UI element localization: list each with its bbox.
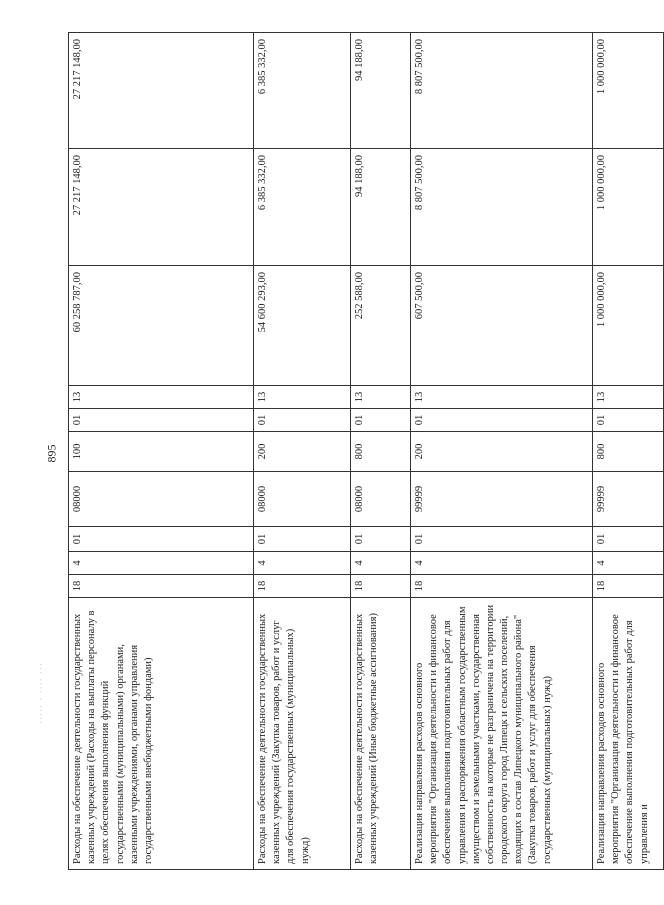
code-subprogram: 01 — [254, 527, 351, 552]
amount-cell: 1 000 000,00 — [593, 33, 664, 149]
code-program: 4 — [351, 552, 411, 575]
expense-description: Расходы на обеспечение деятельности государственных казенных учреждений (Иные бюджетные ассигнования) — [351, 598, 411, 870]
table-holder — [68, 33, 650, 870]
scan-artifact: ····· · ···· ··· — [35, 662, 46, 724]
code-expense-type: 200 — [254, 432, 351, 472]
code-program: 4 — [411, 552, 593, 575]
code-subprogram: 01 — [411, 527, 593, 552]
expense-description: Реализация направления расходов основного мероприятия "Организация деятельности и финансовое обеспечение выполнения подготовительных работ для управления и распоряжения областным государственным имуществом и земельными участками, государственная собственность на которые не разграничена на территории городского округа город Липецк и сельских поселений, входящих в состав Липецкого муниципального района" (Закупка товаров, работ и услуг для обеспечения государственных (муниципальных) нужд) — [411, 598, 593, 870]
expense-description: Расходы на обеспечение деятельности государственных казенных учреждений (Расходы на выплаты персоналу в целях обеспечения выполнения функций государственными (муниципальными) органами, казенными учреждениями, органами управления государственными внебюджетными фондами) — [69, 598, 254, 870]
table-row — [411, 33, 593, 870]
code-expense-type: 800 — [351, 432, 411, 472]
code-section: 01 — [69, 409, 254, 432]
code-direction: 08000 — [351, 472, 411, 527]
amount-cell: 54 600 293,00 — [254, 266, 351, 386]
code-ministry: 18 — [254, 575, 351, 598]
page-number: 895 — [44, 444, 59, 463]
amount-cell: 94 188,00 — [351, 149, 411, 266]
code-expense-type: 800 — [593, 432, 664, 472]
code-ministry: 18 — [411, 575, 593, 598]
amount-cell: 60 258 787,00 — [69, 266, 254, 386]
amount-cell: 6 385 332,00 — [254, 149, 351, 266]
table-body — [69, 33, 664, 870]
code-program: 4 — [593, 552, 664, 575]
amount-cell: 607 500,00 — [411, 266, 593, 386]
code-direction: 08000 — [254, 472, 351, 527]
code-section: 01 — [411, 409, 593, 432]
code-subprogram: 01 — [593, 527, 664, 552]
code-subprogram: 01 — [351, 527, 411, 552]
code-subsection: 13 — [593, 386, 664, 409]
budget-table — [68, 32, 664, 870]
table-row — [254, 33, 351, 870]
code-subsection: 13 — [411, 386, 593, 409]
amount-cell: 27 217 148,00 — [69, 33, 254, 149]
table-row — [593, 33, 664, 870]
code-expense-type: 100 — [69, 432, 254, 472]
code-program: 4 — [69, 552, 254, 575]
code-section: 01 — [254, 409, 351, 432]
expense-description: Реализация направления расходов основного мероприятия "Организация деятельности и финансовое обеспечение выполнения подготовительных работ для управления и — [593, 598, 664, 870]
code-subsection: 13 — [351, 386, 411, 409]
code-direction: 08000 — [69, 472, 254, 527]
code-direction: 99999 — [593, 472, 664, 527]
amount-cell: 6 385 332,00 — [254, 33, 351, 149]
code-ministry: 18 — [351, 575, 411, 598]
code-subprogram: 01 — [69, 527, 254, 552]
expense-description: Расходы на обеспечение деятельности государственных казенных учреждений (Закупка товаров, работ и услуг для обеспечения государственных (муниципальных) нужд) — [254, 598, 351, 870]
amount-cell: 1 000 000,00 — [593, 149, 664, 266]
code-direction: 99999 — [411, 472, 593, 527]
amount-cell: 27 217 148,00 — [69, 149, 254, 266]
amount-cell: 8 807 500,00 — [411, 33, 593, 149]
table-row — [351, 33, 411, 870]
code-section: 01 — [593, 409, 664, 432]
code-expense-type: 200 — [411, 432, 593, 472]
amount-cell: 94 188,00 — [351, 33, 411, 149]
amount-cell: 252 588,00 — [351, 266, 411, 386]
code-subsection: 13 — [69, 386, 254, 409]
code-program: 4 — [254, 552, 351, 575]
code-ministry: 18 — [69, 575, 254, 598]
amount-cell: 8 807 500,00 — [411, 149, 593, 266]
code-subsection: 13 — [254, 386, 351, 409]
budget-table-rotated — [68, 33, 650, 870]
code-section: 01 — [351, 409, 411, 432]
table-row — [69, 33, 254, 870]
amount-cell: 1 000 000,00 — [593, 266, 664, 386]
code-ministry: 18 — [593, 575, 664, 598]
